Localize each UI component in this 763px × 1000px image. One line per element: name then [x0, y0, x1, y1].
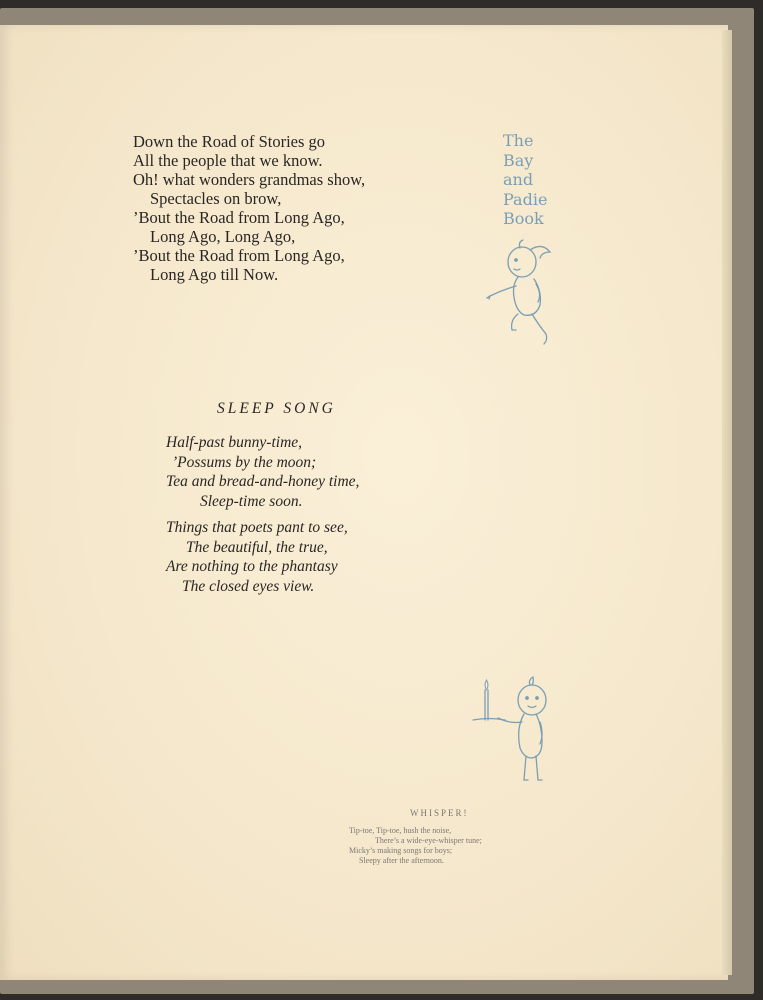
verse-line: ’Bout the Road from Long Ago,	[133, 246, 345, 265]
poem-line: Half-past bunny-time,	[166, 434, 303, 451]
book-title-line: Bay	[503, 150, 534, 170]
verse-line: Long Ago, Long Ago,	[150, 227, 296, 246]
whisper-line: Tip-toe, Tip-toe, hush the noise,	[349, 826, 452, 835]
poem-line: ’Possums by the moon;	[172, 453, 317, 471]
book-title	[503, 131, 547, 229]
poem-line: Tea and bread-and-honey time,	[166, 473, 360, 490]
whisper-line: Micky’s making songs for boys;	[349, 846, 453, 855]
kewpie-candle-icon	[470, 676, 556, 786]
whisper-line: Sleepy after the afternoon.	[359, 856, 444, 865]
book-title-line: Padie	[503, 189, 548, 209]
poem-line: Things that poets pant to see,	[166, 519, 348, 536]
page-edge	[722, 30, 732, 975]
kewpie-pointing-icon	[486, 238, 556, 350]
verse-line: Spectacles on brow,	[150, 189, 282, 208]
book-title-line: The	[503, 131, 534, 150]
whisper-title: WHISPER!	[410, 808, 469, 818]
sleep-song-poem	[166, 433, 359, 603]
verse-line: ’Bout the Road from Long Ago,	[133, 208, 345, 227]
whisper-poem	[349, 826, 482, 866]
verse-line: Down the Road of Stories go	[133, 132, 326, 151]
poem-line: Are nothing to the phantasy	[166, 558, 338, 575]
verse-line: Long Ago till Now.	[150, 265, 279, 284]
stanza	[166, 433, 359, 511]
sleep-song-title: SLEEP SONG	[217, 400, 336, 417]
poem-line: Sleep-time soon.	[200, 492, 303, 510]
book-title-line: Book	[503, 209, 544, 228]
stanza	[166, 518, 359, 596]
poem-line: The closed eyes view.	[182, 577, 315, 595]
verse-line: Oh! what wonders grandmas show,	[133, 170, 366, 189]
book-title-line: and	[503, 170, 534, 189]
whisper-line: There’s a wide-eye-whisper tune;	[375, 836, 482, 845]
verse-line: All the people that we know.	[133, 151, 323, 170]
poem-line: The beautiful, the true,	[186, 538, 328, 556]
verse-road-of-stories	[133, 132, 365, 284]
